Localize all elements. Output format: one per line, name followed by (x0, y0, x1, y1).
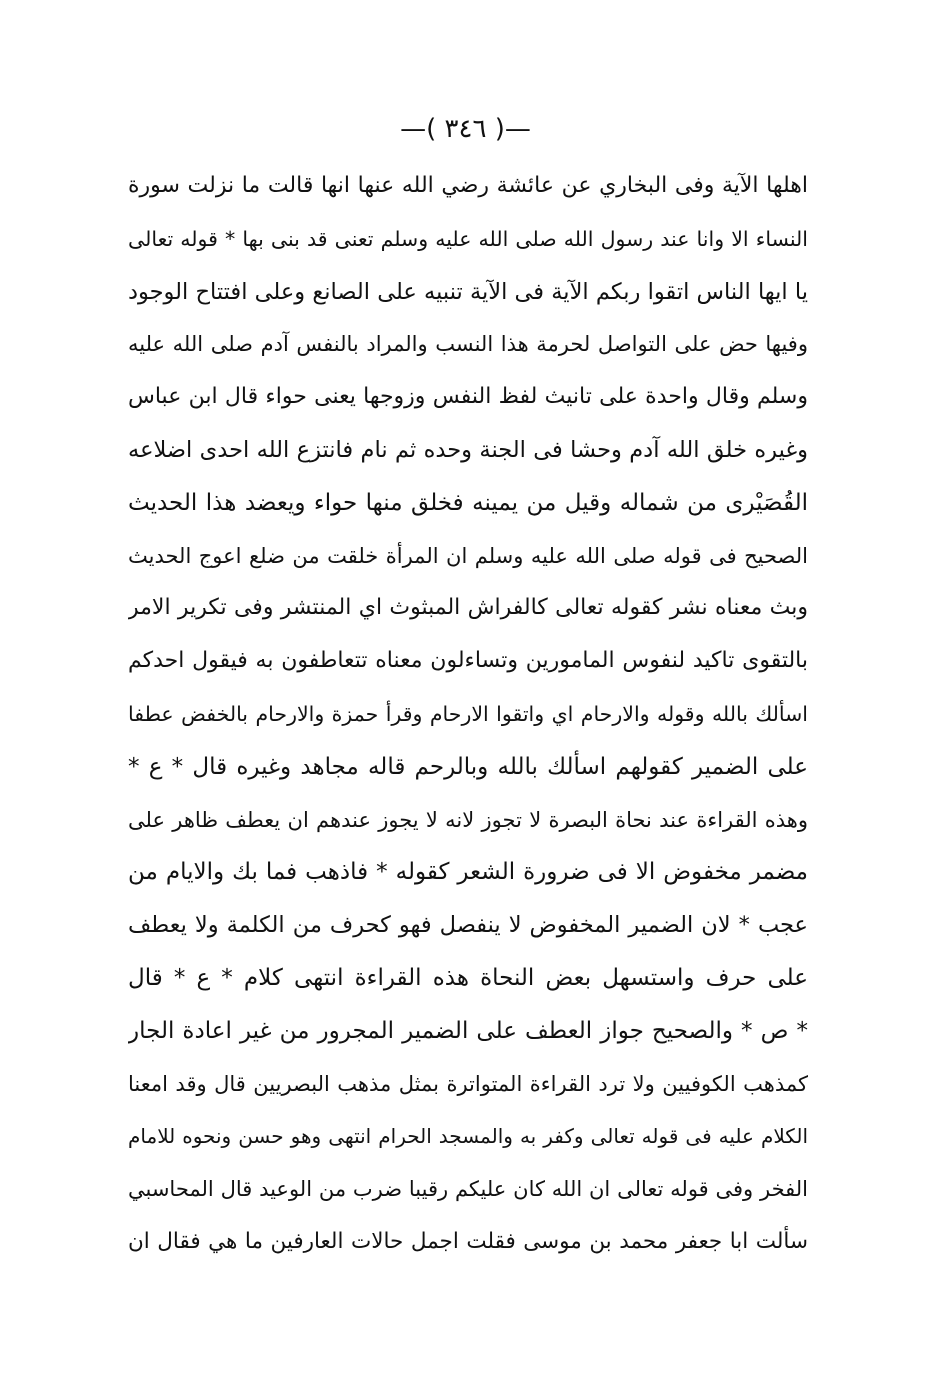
body-text (128, 160, 808, 1269)
page-number: —( ٣٤٦ )— (400, 114, 531, 144)
text-line: القُصَيْرى من شماله وقيل من يمينه فخلق منها حواء ويعضد هذا الحديث (128, 489, 808, 516)
text-line: مضمر مخفوض الا فى ضرورة الشعر كقوله * فاذهب فما بك والايام من (128, 859, 808, 886)
text-line: اهلها الآية وفى البخاري عن عائشة رضي الله عنها انها قالت ما نزلت سورة (128, 173, 808, 198)
text-line: النساء الا وانا عند رسول الله صلى الله عليه وسلم تعنى قد بنى بها * قوله تعالى (128, 226, 808, 251)
text-line: وهذه القراءة عند نحاة البصرة لا تجوز لانه لا يجوز عندهم ان يعطف ظاهر على (128, 807, 808, 832)
text-line: الفخر وفى قوله تعالى ان الله كان عليكم رقيبا ضرب من الوعيد قال المحاسبي (128, 1177, 808, 1202)
text-line: يا ايها الناس اتقوا ربكم الآية فى الآية تنبيه على الصانع وعلى افتتاح الوجود (128, 278, 808, 305)
text-line: وسلم وقال واحدة على تانيث لفظ النفس وزوجها يعنى حواء قال ابن عباس (128, 384, 808, 410)
text-line: وفيها حض على التواصل لحرمة هذا النسب والمراد بالنفس آدم صلى الله عليه (128, 332, 808, 357)
text-line: وغيره خلق الله آدم وحشا فى الجنة وحده ثم نام فانتزع الله احدى اضلاعه (128, 436, 808, 463)
text-line: سألت ابا جعفر محمد بن موسى فقلت اجمل حالات العارفين ما هي فقال ان (128, 1228, 808, 1254)
text-line: على الضمير كقولهم اسألك بالله وبالرحم قاله مجاهد وغيره قال * ع * (128, 753, 808, 780)
text-line: اسألك بالله وقوله والارحام اي واتقوا الارحام وقرأ حمزة والارحام بالخفض عطفا (128, 701, 808, 726)
text-line: عجب * لان الضمير المخفوض لا ينفصل فهو كحرف من الكلمة ولا يعطف (128, 912, 808, 939)
text-line: الكلام عليه فى قوله تعالى وكفر به والمسجد الحرام انتهى وهو حسن ونحوه للامام (128, 1124, 808, 1149)
text-line: وبث معناه نشر كقوله تعالى كالفراش المبثوث اي المنتشر وفى تكرير الامر (128, 595, 808, 621)
text-line: كمذهب الكوفيين ولا ترد القراءة المتواترة بمثل مذهب البصريين قال وقد امعنا (128, 1071, 808, 1096)
text-line: الصحيح فى قوله صلى الله عليه وسلم ان المرأة خلقت من ضلع اعوج الحديث (128, 543, 808, 568)
text-line: على حرف واستسهل بعض النحاة هذه القراءة انتهى كلام * ع * قال (128, 964, 808, 991)
text-line: بالتقوى تاكيد لنفوس المامورين وتساءلون معناه تتعاطفون به فيقول احدكم (128, 648, 808, 674)
text-line: * ص * والصحيح جواز العطف على الضمير المجرور من غير اعادة الجار (128, 1017, 808, 1044)
